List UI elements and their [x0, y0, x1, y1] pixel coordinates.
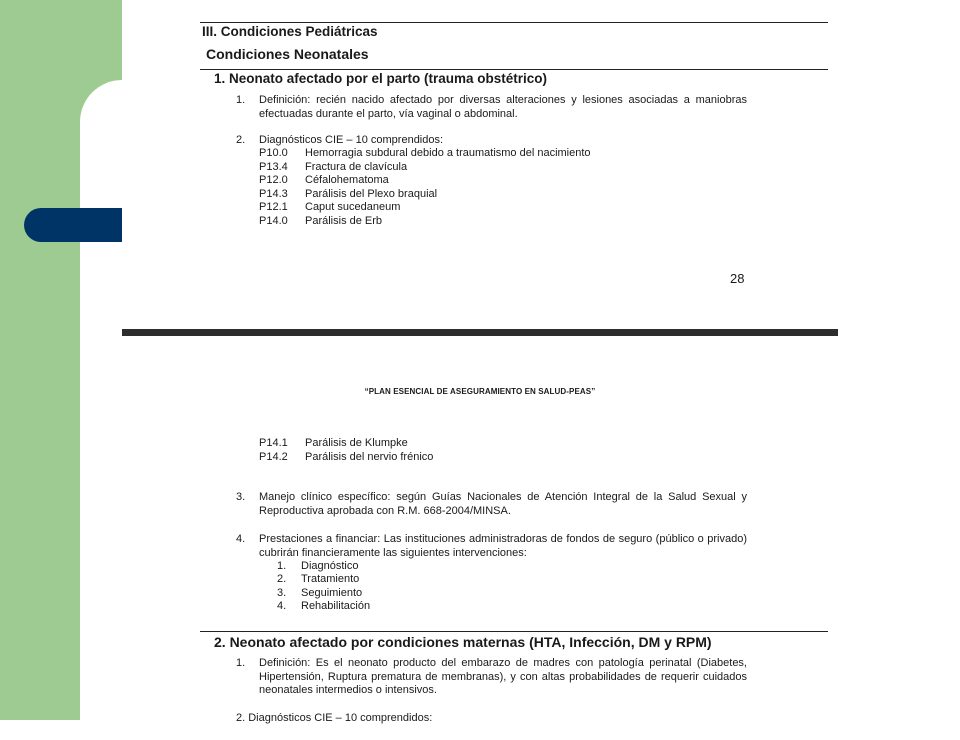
diagnosis-label: Céfalohematoma	[305, 174, 389, 186]
item2-title: 2. Neonato afectado por condiciones maternas (HTA, Infección, DM y RPM)	[214, 634, 712, 650]
intervention-number: 4.	[277, 600, 287, 612]
prestaciones-text: Prestaciones a financiar: Las instituciones administradoras de fondos de seguro (público o privado) cubrirán financieramente las siguientes intervenciones:	[259, 533, 747, 559]
diagnosis-label: Parálisis del Plexo braquial	[305, 188, 438, 200]
diagnosis-label: Parálisis del nervio frénico	[305, 451, 434, 463]
diagnosis-code: P14.1	[259, 437, 288, 449]
diagnosis-code: P14.0	[259, 215, 288, 227]
diagnosis-label: Parálisis de Erb	[305, 215, 383, 227]
manejo-text: Manejo clínico específico: según Guías Nacionales de Atención Integral de la Salud Sexual y Reproductiva aprobada con R.M. 668-2004/MINSA.	[259, 491, 747, 517]
intervention-number: 3.	[277, 587, 287, 599]
intervention-item	[277, 587, 362, 601]
diagnosis-row	[259, 437, 408, 451]
diagnosis-label: Hemorragia subdural debido a traumatismo del nacimiento	[305, 147, 591, 159]
section-title: III. Condiciones Pediátricas	[202, 24, 378, 39]
diagnosis-label: Parálisis de Klumpke	[305, 437, 408, 449]
diagnosis-code: P12.1	[259, 201, 288, 213]
item1-def-number: 1.	[236, 94, 246, 106]
manejo-number: 3.	[236, 491, 246, 503]
item2-def-number: 1.	[236, 657, 246, 669]
intervention-label: Diagnóstico	[301, 560, 359, 572]
diagnosis-code: P14.2	[259, 451, 288, 463]
diagnosis-row	[259, 451, 433, 465]
intervention-number: 1.	[277, 560, 287, 572]
diagnosis-row	[259, 201, 400, 215]
page-divider	[122, 329, 838, 336]
intervention-label: Rehabilitación	[301, 600, 371, 612]
diagnosis-row	[259, 174, 389, 188]
top-rule	[200, 22, 828, 23]
intervention-item	[277, 573, 359, 587]
subsection-rule	[200, 69, 828, 70]
diagnosis-label: Caput sucedaneum	[305, 201, 401, 213]
diagnosis-code: P10.0	[259, 147, 288, 159]
slide-blue-accent	[24, 208, 122, 242]
diagnosis-row	[259, 215, 382, 229]
item1-title: 1. Neonato afectado por el parto (trauma obstétrico)	[214, 71, 548, 86]
intervention-number: 2.	[277, 573, 287, 585]
item1-diag-number: 2.	[236, 134, 246, 146]
diagnosis-code: P14.3	[259, 188, 288, 200]
item2-definition: Definición: Es el neonato producto del embarazo de madres con patología perinatal (Diabetes, Hipertensión, Ruptura prematura de membranas), y con altas probabilidades de requerir cuidados neonatales intermedios o intensivos.	[259, 657, 747, 696]
intervention-item	[277, 600, 370, 614]
intervention-label: Tratamiento	[301, 573, 360, 585]
item2-rule	[200, 631, 828, 632]
subsection-title: Condiciones Neonatales	[206, 46, 369, 62]
document-pages	[122, 0, 838, 724]
intervention-item	[277, 560, 358, 574]
intervention-label: Seguimiento	[301, 587, 363, 599]
diagnosis-label: Fractura de clavícula	[305, 161, 408, 173]
prestaciones-number: 4.	[236, 533, 246, 545]
page-number: 28	[730, 271, 745, 286]
item1-diag-title: Diagnósticos CIE – 10 comprendidos:	[259, 134, 444, 146]
running-header: “PLAN ESENCIAL DE ASEGURAMIENTO EN SALUD-PEAS”	[364, 387, 596, 396]
diagnosis-code: P12.0	[259, 174, 288, 186]
diagnosis-row	[259, 147, 591, 161]
diagnosis-code: P13.4	[259, 161, 288, 173]
diagnosis-row	[259, 188, 437, 202]
diagnosis-row	[259, 161, 407, 175]
item2-diag-title-partial: 2. Diagnósticos CIE – 10 comprendidos:	[236, 712, 433, 724]
item1-definition: Definición: recién nacido afectado por diversas alteraciones y lesiones asociadas a maniobras efectuadas durante el parto, vía vaginal o abdominal.	[259, 94, 747, 120]
